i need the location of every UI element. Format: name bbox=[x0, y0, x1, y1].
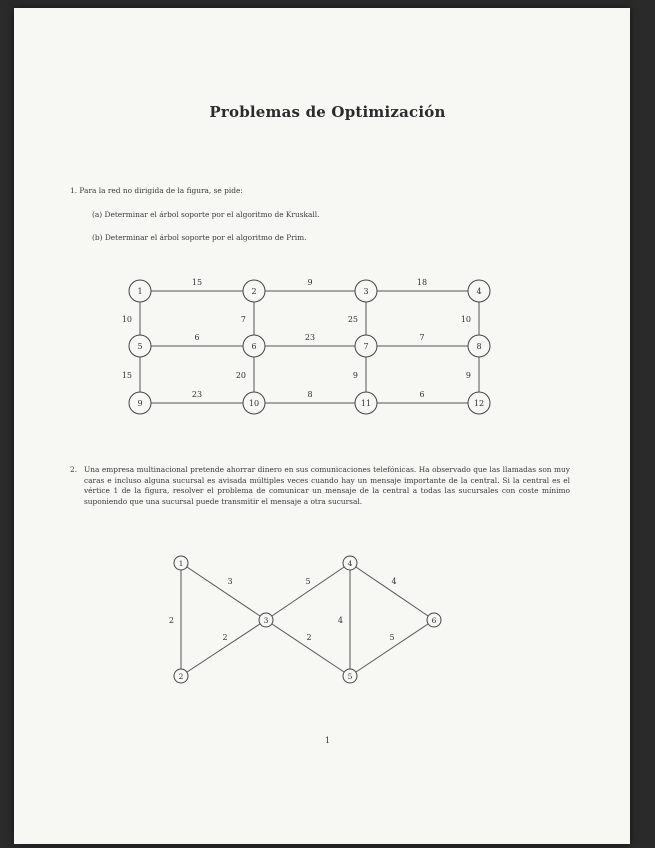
node-8-label: 8 bbox=[476, 342, 482, 351]
p2-node-4-label: 4 bbox=[347, 559, 353, 568]
weight-7-11: 9 bbox=[352, 371, 358, 380]
weight-p2-3-5: 2 bbox=[306, 633, 312, 642]
edge-p2-5-6 bbox=[350, 620, 434, 676]
edge-p2-3-4 bbox=[266, 563, 350, 620]
node-7 bbox=[355, 335, 377, 357]
problem-1-item-a: (a) Determinar el árbol soporte por el algoritmo de Kruskall. bbox=[92, 210, 320, 219]
weight-2-3: 9 bbox=[307, 278, 313, 287]
problem-1-text: Para la red no dirigida de la figura, se pide: bbox=[79, 186, 243, 195]
edge-p2-1-3 bbox=[181, 563, 266, 620]
node-11-label: 11 bbox=[360, 399, 372, 408]
p2-node-4 bbox=[343, 556, 357, 570]
weight-p2-3-4: 5 bbox=[305, 577, 311, 586]
weight-6-7: 23 bbox=[304, 333, 316, 342]
weight-p2-4-5: 4 bbox=[337, 616, 343, 625]
weight-p2-1-2: 2 bbox=[168, 616, 174, 625]
edge-p2-3-5 bbox=[266, 620, 350, 676]
node-2 bbox=[243, 280, 265, 302]
weight-1-5: 10 bbox=[121, 315, 132, 324]
node-3 bbox=[355, 280, 377, 302]
p2-node-5-label: 5 bbox=[347, 672, 353, 681]
edge-p2-4-6 bbox=[350, 563, 434, 620]
weight-9-10: 23 bbox=[191, 390, 203, 399]
node-11 bbox=[355, 392, 377, 414]
p2-node-3 bbox=[259, 613, 273, 627]
weight-4-8: 10 bbox=[460, 315, 471, 324]
weight-1-2: 15 bbox=[191, 278, 203, 287]
weight-p2-4-6: 4 bbox=[391, 577, 397, 586]
node-4-label: 4 bbox=[476, 287, 482, 296]
node-12 bbox=[468, 392, 490, 414]
node-6-label: 6 bbox=[251, 342, 257, 351]
p2-node-6-label: 6 bbox=[431, 616, 437, 625]
problem-1-number: 1. bbox=[70, 186, 78, 195]
weight-6-10: 20 bbox=[235, 371, 246, 380]
p2-node-1-label: 1 bbox=[178, 559, 184, 568]
p2-node-1 bbox=[174, 556, 188, 570]
node-12-label: 12 bbox=[473, 399, 485, 408]
weight-5-9: 15 bbox=[121, 371, 132, 380]
weight-8-12: 9 bbox=[465, 371, 471, 380]
edge-p2-2-3 bbox=[181, 620, 266, 676]
node-6 bbox=[243, 335, 265, 357]
node-3-label: 3 bbox=[363, 287, 369, 296]
weight-5-6: 6 bbox=[194, 333, 200, 342]
weight-11-12: 6 bbox=[419, 390, 425, 399]
node-5 bbox=[129, 335, 151, 357]
weight-p2-2-3: 2 bbox=[222, 633, 228, 642]
weight-10-11: 8 bbox=[307, 390, 313, 399]
p2-node-6 bbox=[427, 613, 441, 627]
node-9 bbox=[129, 392, 151, 414]
weight-p2-5-6: 5 bbox=[389, 633, 395, 642]
node-10-label: 10 bbox=[248, 399, 260, 408]
weight-3-7: 25 bbox=[347, 315, 358, 324]
node-7-label: 7 bbox=[363, 342, 369, 351]
node-10 bbox=[243, 392, 265, 414]
node-5-label: 5 bbox=[137, 342, 143, 351]
problem-2-statement bbox=[70, 465, 570, 507]
problem-1-item-b: (b) Determinar el árbol soporte por el algoritmo de Prim. bbox=[92, 233, 307, 242]
weight-p2-1-3: 3 bbox=[227, 577, 233, 586]
node-2-label: 2 bbox=[251, 287, 257, 296]
node-1-label: 1 bbox=[137, 287, 143, 296]
node-9-label: 9 bbox=[137, 399, 143, 408]
problem-2-text: Una empresa multinacional pretende ahorrar dinero en sus comunicaciones telefónicas. Ha observado que las llamadas son muy caras e incluso alguna sucursal es avisada múltiples veces cuando hay un mensaje importante de la central. Si la central es el vértice 1 de la figura, resolver el problema de comunicar un mensaje de la central a todas las sucursales con coste mínimo suponiendo que una sucursal puede transmitir el mensaje a otra sucursal. bbox=[84, 465, 570, 506]
p2-node-2-label: 2 bbox=[178, 672, 184, 681]
p2-node-3-label: 3 bbox=[263, 616, 269, 625]
weight-2-6: 7 bbox=[240, 315, 246, 324]
node-8 bbox=[468, 335, 490, 357]
node-1 bbox=[129, 280, 151, 302]
weight-7-8: 7 bbox=[419, 333, 425, 342]
weight-3-4: 18 bbox=[416, 278, 428, 287]
problem-2-number: 2. bbox=[70, 465, 78, 474]
page-number: 1 bbox=[324, 736, 331, 745]
p2-node-2 bbox=[174, 669, 188, 683]
p2-node-5 bbox=[343, 669, 357, 683]
node-4 bbox=[468, 280, 490, 302]
page-title: Problemas de Optimización bbox=[209, 103, 446, 121]
